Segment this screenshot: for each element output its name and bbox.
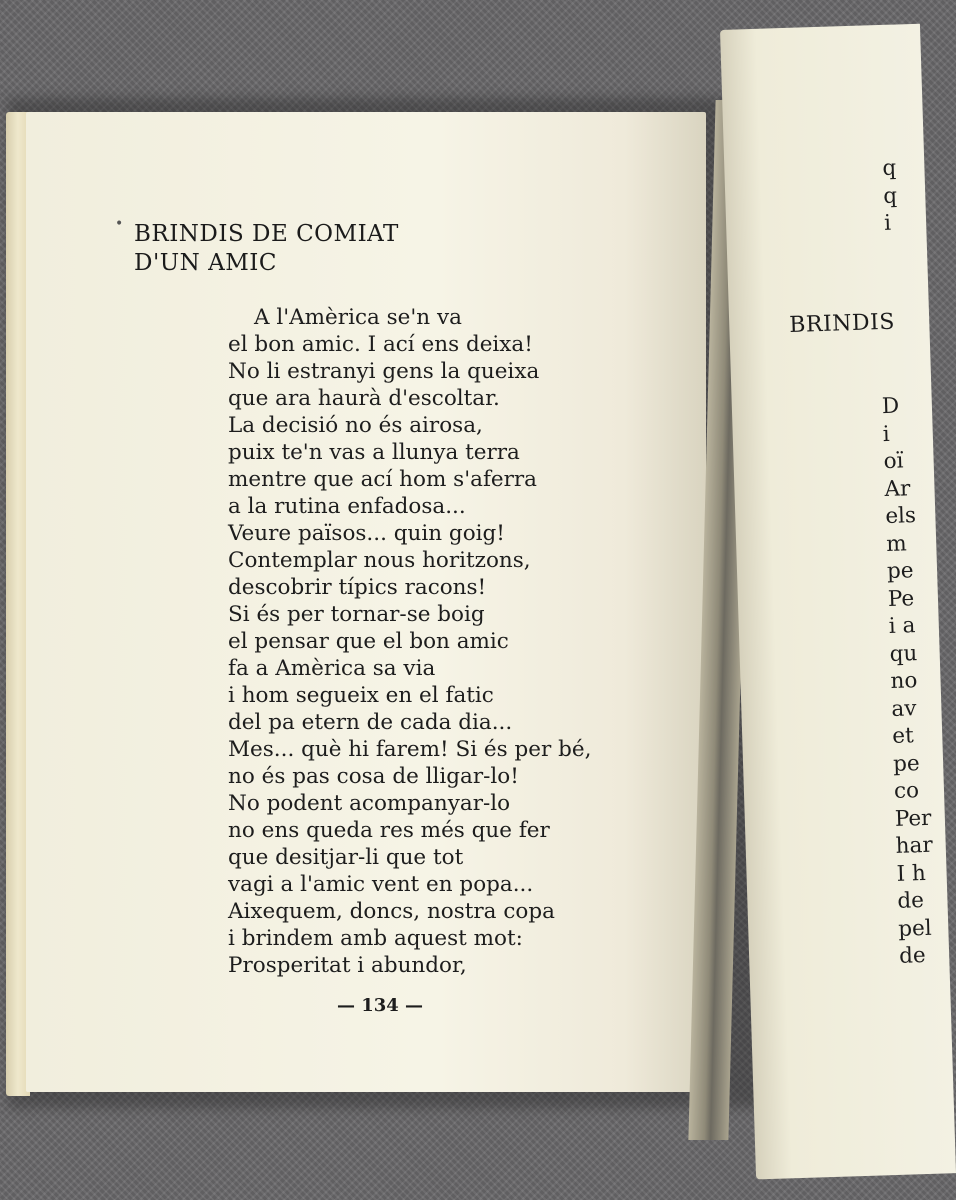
verse-line: puix te'n vas a llunya terra	[228, 440, 520, 465]
fragment-line: q	[882, 155, 897, 181]
fragment-line: et	[891, 723, 915, 749]
verse-line: el pensar que el bon amic	[228, 629, 509, 654]
verse-line: no és pas cosa de lligar-lo!	[228, 764, 519, 789]
fragment-line: pe	[886, 558, 914, 585]
fragment-line: co	[893, 778, 920, 804]
verse-line: que ara haurà d'escoltar.	[228, 386, 500, 411]
right-page	[720, 24, 956, 1180]
fragment-line: no	[890, 668, 918, 694]
fragment-line: har	[895, 832, 934, 859]
poem-title	[134, 220, 399, 278]
fragment-line: I h	[896, 860, 927, 887]
verse-line: Prosperitat i abundor,	[228, 953, 467, 978]
fragment-line: Ar	[884, 475, 911, 502]
verse-line: i hom segueix en el fatic	[228, 683, 494, 708]
verse-line: vagi a l'amic vent en popa...	[228, 872, 534, 897]
fragment-line: els	[884, 503, 917, 530]
fragment-line: i	[882, 421, 891, 447]
verse-line: a la rutina enfadosa...	[228, 494, 466, 519]
verse-line: Contemplar nous horitzons,	[228, 548, 531, 573]
fragment-line: de	[897, 888, 925, 914]
poem-title-line-1: BRINDIS DE COMIAT	[134, 221, 399, 247]
verse-line: que desitjar-li que tot	[228, 845, 464, 870]
fragment-line: qu	[889, 640, 918, 667]
verse-line: Aixequem, doncs, nostra copa	[228, 899, 555, 924]
verse-line: La decisió no és airosa,	[228, 413, 483, 438]
verse-line: Si és per tornar-se boig	[228, 602, 485, 627]
verse-line: el bon amic. I ací ens deixa!	[228, 332, 533, 357]
fragment-line: i	[883, 210, 892, 236]
fragment-line: i a	[888, 613, 916, 639]
right-page-fragments	[881, 392, 936, 970]
fragment-line: av	[891, 695, 917, 722]
fragment-line: m	[885, 530, 908, 557]
verse-line: del pa etern de cada dia...	[228, 710, 513, 735]
verse-line: i brindem amb aquest mot:	[228, 926, 523, 951]
verse-line: fa a Amèrica sa via	[228, 656, 436, 681]
verse-line: mentre que ací hom s'aferra	[228, 467, 537, 492]
fragment-line: Pe	[887, 585, 915, 612]
fragment-line: q	[882, 183, 898, 209]
asterisk-mark: •	[115, 216, 124, 232]
verse-line: Mes... què hi farem! Si és per bé,	[228, 737, 592, 762]
fragment-line: de	[898, 943, 927, 969]
fragment-line: pe	[892, 750, 921, 777]
poem-title-line-2: D'UN AMIC	[134, 250, 277, 276]
poem-verses	[228, 304, 591, 979]
fragment-line: oï	[883, 448, 904, 475]
right-page-title: BRINDIS	[788, 309, 896, 338]
verse-line: Veure països... quin goig!	[228, 521, 505, 546]
fragment-line: Per	[894, 805, 932, 832]
verse-line: no ens queda res més que fer	[228, 818, 550, 843]
right-page-top-fragments	[882, 155, 898, 238]
verse-line: A l'Amèrica se'n va	[254, 305, 462, 330]
fragment-line: D	[881, 393, 900, 420]
verse-line: descobrir típics racons!	[228, 575, 487, 600]
verse-line: No li estranyi gens la queixa	[228, 359, 540, 384]
fragment-line: pel	[897, 915, 933, 942]
verse-line: No podent acompanyar-lo	[228, 791, 511, 816]
page-number: — 134 —	[336, 995, 424, 1016]
